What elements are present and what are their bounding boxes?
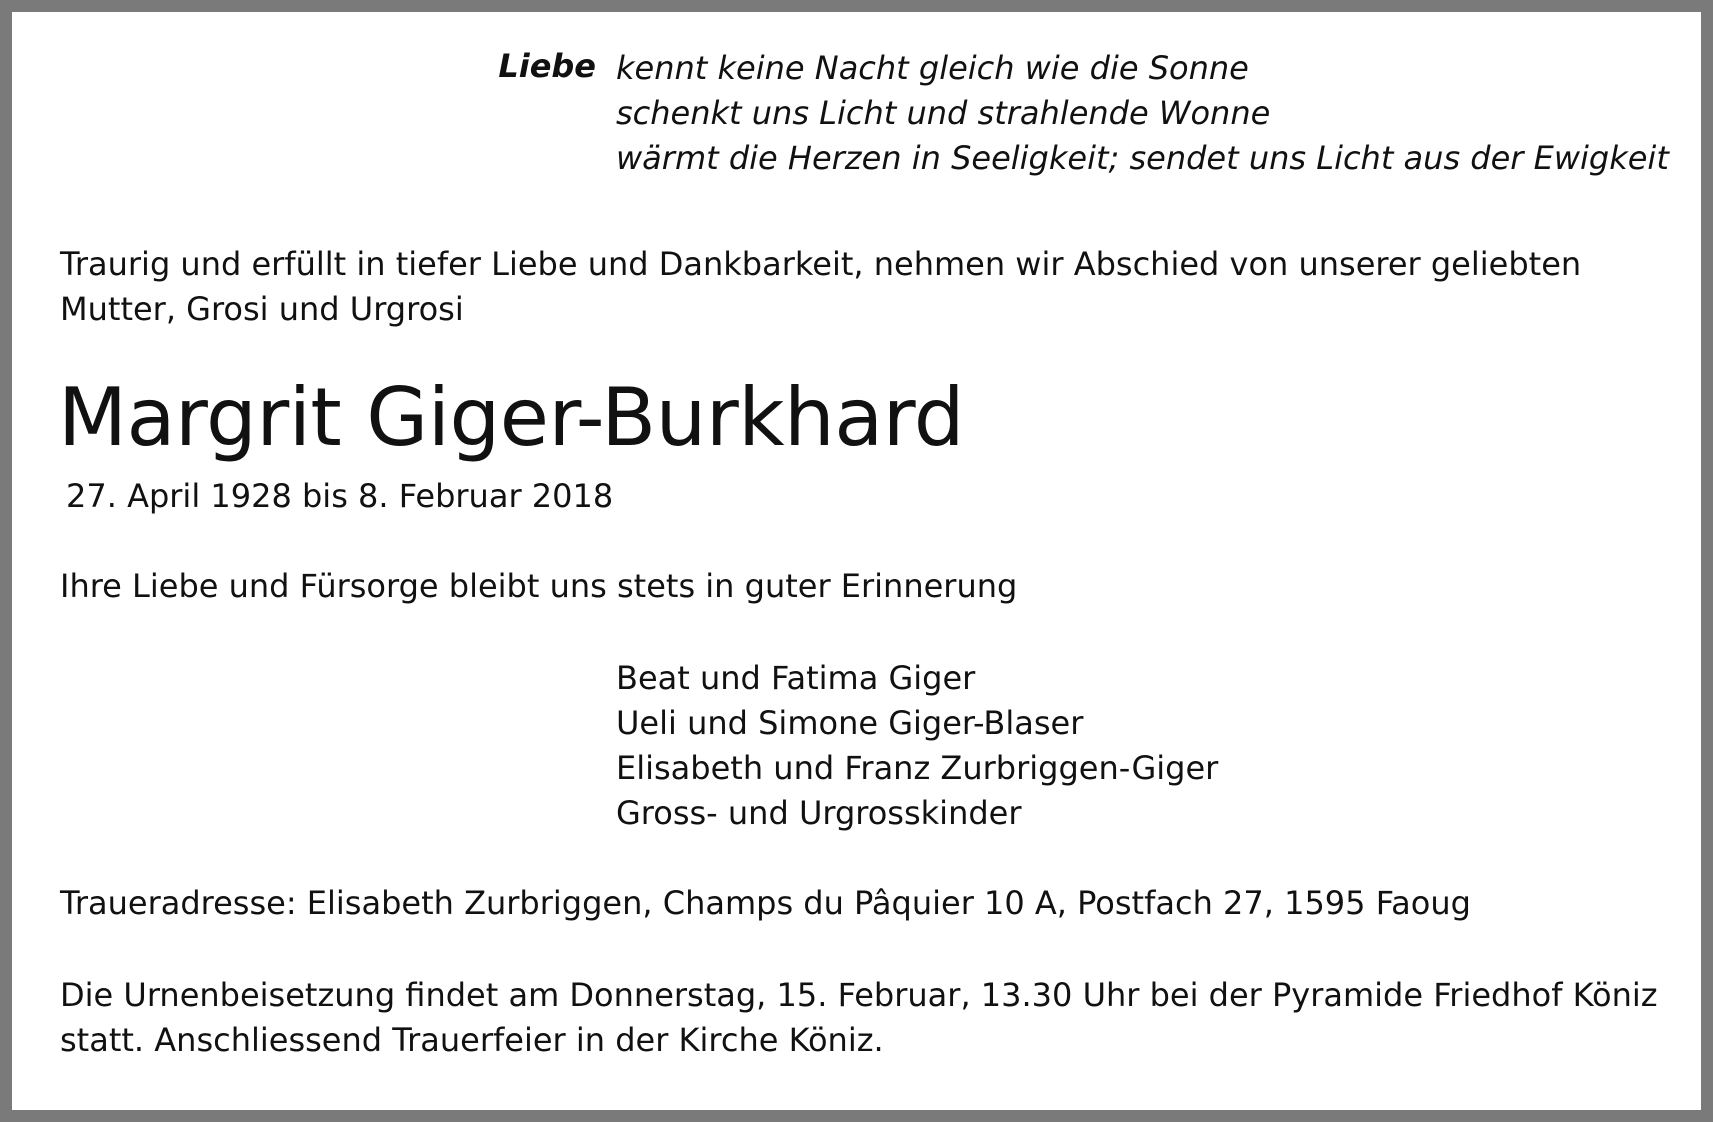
mourners-list <box>616 656 1218 836</box>
mourner-entry: Gross- und Urgrosskinder <box>616 794 1022 832</box>
memory-text: Ihre Liebe und Fürsorge bleibt uns stets in guter Erinnerung <box>60 567 1018 605</box>
mourner-entry: Beat und Fatima Giger <box>616 659 976 697</box>
frame-border-top <box>0 0 1713 12</box>
intro-line: Traurig und erfüllt in tiefer Liebe und Dankbarkeit, nehmen wir Abschied von unserer geliebten <box>60 245 1582 283</box>
poem-line: kennt keine Nacht gleich wie die Sonne <box>616 49 1249 87</box>
poem-line: wärmt die Herzen in Seeligkeit; sendet uns Licht aus der Ewigkeit <box>616 139 1669 177</box>
ceremony-line: statt. Anschliessend Trauerfeier in der Kirche Köniz. <box>60 1021 884 1059</box>
mourning-address: Traueradresse: Elisabeth Zurbriggen, Champs du Pâquier 10 A, Postfach 27, 1595 Faoug <box>60 884 1471 922</box>
frame-border-right <box>1701 0 1713 1122</box>
ceremony-info <box>60 973 1658 1063</box>
mourner-entry: Elisabeth und Franz Zurbriggen-Giger <box>616 749 1219 787</box>
poem-line: schenkt uns Licht und strahlende Wonne <box>616 94 1271 132</box>
intro-text <box>60 242 1581 332</box>
intro-line: Mutter, Grosi und Urgrosi <box>60 290 464 328</box>
frame-border-left <box>0 0 12 1122</box>
ceremony-line: Die Urnenbeisetzung findet am Donnerstag, 15. Februar, 13.30 Uhr bei der Pyramide Friedhof Köniz <box>60 976 1658 1014</box>
deceased-name: Margrit Giger-Burkhard <box>58 371 965 464</box>
poem-verse <box>616 46 1669 181</box>
frame-border-bottom <box>0 1110 1713 1122</box>
life-dates: 27. April 1928 bis 8. Februar 2018 <box>66 477 614 515</box>
poem-keyword: Liebe <box>498 47 596 85</box>
mourner-entry: Ueli und Simone Giger-Blaser <box>616 704 1084 742</box>
